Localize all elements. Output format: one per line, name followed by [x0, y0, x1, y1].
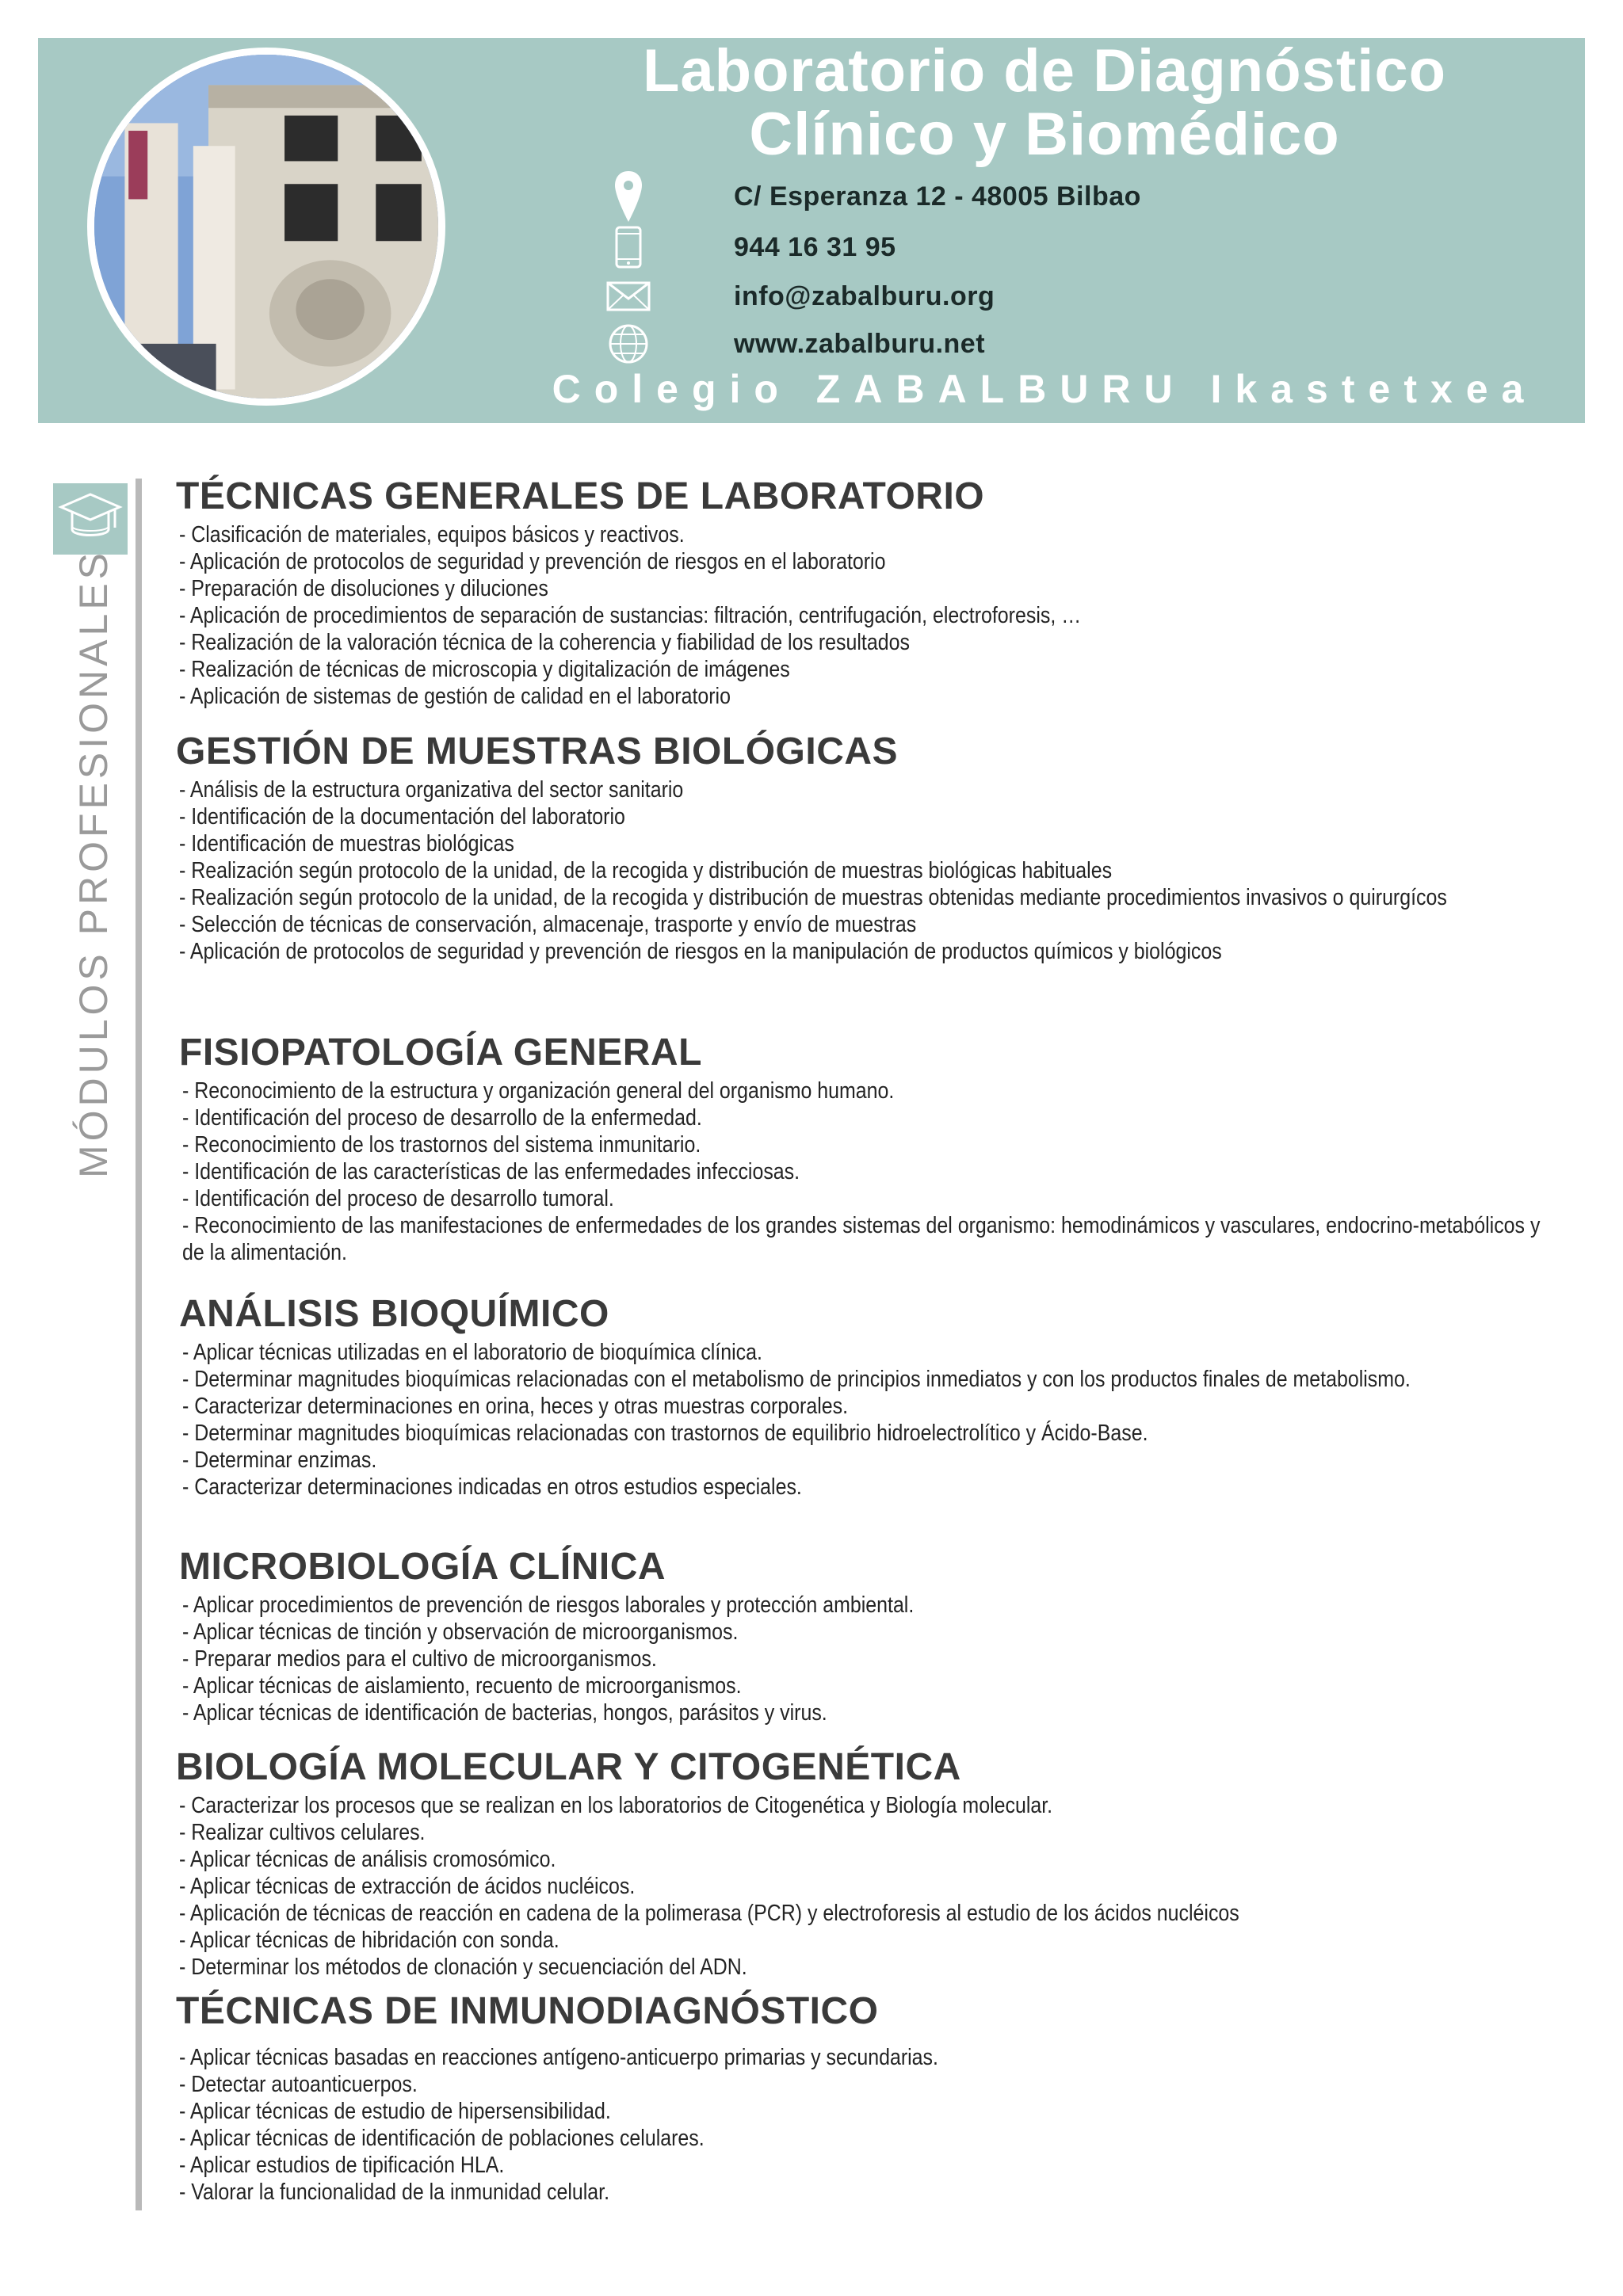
list-item: - Preparación de disoluciones y diluciones — [179, 576, 548, 601]
list-item: - Aplicar técnicas utilizadas en el laboratorio de bioquímica clínica. — [182, 1340, 762, 1365]
section-list — [182, 1592, 1558, 1726]
section-list — [179, 2044, 1555, 2206]
section-title: MICROBIOLOGÍA CLÍNICA — [179, 1546, 666, 1588]
list-item: - Identificación del proceso de desarrollo de la enfermedad. — [182, 1105, 702, 1131]
section-title: TÉCNICAS GENERALES DE LABORATORIO — [176, 475, 985, 517]
section-list — [179, 1792, 1555, 1981]
section-title: TÉCNICAS DE INMUNODIAGNÓSTICO — [176, 1990, 879, 2032]
section-title: GESTIÓN DE MUESTRAS BIOLÓGICAS — [176, 730, 899, 772]
section-list — [179, 776, 1555, 965]
list-item: - Caracterizar determinaciones en orina, heces y otras muestras corporales. — [182, 1394, 849, 1419]
list-item: - Aplicar técnicas de hibridación con sonda. — [179, 1928, 559, 1953]
list-item: - Caracterizar los procesos que se realizan en los laboratorios de Citogenética y Biología molecular. — [179, 1793, 1053, 1818]
section-inmunodiagnostico — [176, 1990, 1555, 2206]
section-microbiologia — [179, 1546, 1558, 1726]
section-list — [182, 1339, 1558, 1501]
sidebar-label: MÓDULOS PROFESIONALES — [71, 548, 116, 1179]
mobile-phone-icon — [601, 226, 656, 269]
list-item: - Aplicar técnicas de análisis cromosómico. — [179, 1847, 556, 1872]
list-item: - Aplicación de procedimientos de separación de sustancias: filtración, centrifugación, electroforesis, … — [179, 603, 1082, 628]
list-item: - Reconocimiento de las manifestaciones de enfermedades de los grandes sistemas del organismo: hemodinámicos y vasculares, endocrino-metabólicos y de la alimentación. — [182, 1213, 1541, 1265]
list-item: - Análisis de la estructura organizativa del sector sanitario — [179, 777, 684, 803]
section-title: BIOLOGÍA MOLECULAR Y CITOGENÉTICA — [176, 1746, 961, 1788]
list-item: - Realización según protocolo de la unidad, de la recogida y distribución de muestras biológicas habituales — [179, 858, 1113, 883]
list-item: - Identificación de la documentación del laboratorio — [179, 804, 625, 830]
list-item: - Aplicar estudios de tipificación HLA. — [179, 2153, 505, 2178]
list-item: - Aplicar técnicas basadas en reacciones antígeno-anticuerpo primarias y secundarias. — [179, 2045, 938, 2070]
list-item: - Detectar autoanticuerpos. — [179, 2072, 418, 2097]
section-fisiopatologia — [179, 1032, 1558, 1266]
list-item: - Realización de técnicas de microscopia y digitalización de imágenes — [179, 657, 790, 682]
section-list — [182, 1077, 1558, 1266]
title-line-2: Clínico y Biomédico — [749, 101, 1340, 168]
list-item: - Determinar magnitudes bioquímicas relacionadas con el metabolismo de principios inmediatos y con los productos finales de metabolismo. — [182, 1367, 1411, 1392]
contact-website — [601, 322, 985, 366]
building-illustration — [94, 55, 438, 399]
address-text: C/ Esperanza 12 - 48005 Bilbao — [734, 181, 1141, 212]
section-title: FISIOPATOLOGÍA GENERAL — [179, 1032, 702, 1074]
graduation-cap-icon — [58, 491, 123, 547]
list-item: - Identificación de las características de las enfermedades infecciosas. — [182, 1159, 800, 1184]
school-name: Colegio ZABALBURU Ikastetxea — [552, 367, 1537, 411]
section-tecnicas-generales — [176, 475, 1555, 710]
website-link[interactable]: www.zabalburu.net — [734, 328, 986, 359]
email-link[interactable]: info@zabalburu.org — [734, 280, 995, 311]
header-banner — [38, 38, 1585, 423]
envelope-icon — [601, 281, 656, 311]
list-item: - Realización según protocolo de la unidad, de la recogida y distribución de muestras obtenidas mediante procedimientos invasivos o quirurgícos — [179, 885, 1447, 910]
list-item: - Aplicar técnicas de tinción y observación de microorganismos. — [182, 1619, 739, 1645]
list-item: - Clasificación de materiales, equipos básicos y reactivos. — [179, 522, 685, 547]
section-analisis-bioquimico — [179, 1293, 1558, 1501]
graduation-cap-badge — [53, 483, 128, 555]
list-item: - Identificación del proceso de desarrollo tumoral. — [182, 1186, 614, 1211]
location-pin-icon — [601, 170, 656, 223]
list-item: - Valorar la funcionalidad de la inmunidad celular. — [179, 2180, 610, 2205]
list-item: - Selección de técnicas de conservación, almacenaje, trasporte y envío de muestras — [179, 912, 917, 937]
list-item: - Aplicación de protocolos de seguridad y prevención de riesgos en el laboratorio — [179, 549, 886, 574]
phone-text: 944 16 31 95 — [734, 231, 896, 262]
list-item: - Reconocimiento de la estructura y organización general del organismo humano. — [182, 1078, 895, 1104]
section-biologia-molecular — [176, 1746, 1555, 1981]
contact-phone — [601, 225, 896, 269]
contact-address — [601, 174, 1141, 219]
list-item: - Aplicar técnicas de aislamiento, recuento de microorganismos. — [182, 1673, 742, 1699]
list-item: - Aplicación de protocolos de seguridad y prevención de riesgos en la manipulación de productos químicos y biológicos — [179, 939, 1222, 964]
list-item: - Determinar enzimas. — [182, 1447, 377, 1473]
list-item: - Aplicar procedimientos de prevención de riesgos laborales y protección ambiental. — [182, 1592, 915, 1618]
title-line-1: Laboratorio de Diagnóstico — [642, 37, 1447, 105]
list-item: - Aplicación de técnicas de reacción en cadena de la polimerasa (PCR) y electroforesis al estudio de los ácidos nucléicos — [179, 1901, 1239, 1926]
list-item: - Determinar magnitudes bioquímicas relacionadas con trastornos de equilibrio hidroelectrolítico y Ácido-Base. — [182, 1421, 1148, 1446]
list-item: - Aplicar técnicas de identificación de poblaciones celulares. — [179, 2126, 705, 2151]
list-item: - Aplicar técnicas de estudio de hipersensibilidad. — [179, 2099, 611, 2124]
section-gestion-muestras — [176, 730, 1555, 965]
list-item: - Determinar los métodos de clonación y secuenciación del ADN. — [179, 1955, 747, 1980]
list-item: - Preparar medios para el cultivo de microorganismos. — [182, 1646, 657, 1672]
page-title — [450, 37, 1623, 168]
list-item: - Caracterizar determinaciones indicadas en otros estudios especiales. — [182, 1474, 802, 1500]
building-photo — [87, 48, 445, 406]
list-item: - Identificación de muestras biológicas — [179, 831, 514, 856]
list-item: - Realización de la valoración técnica de la coherencia y fiabilidad de los resultados — [179, 630, 910, 655]
list-item: - Aplicar técnicas de extracción de ácidos nucléicos. — [179, 1874, 636, 1899]
list-item: - Aplicación de sistemas de gestión de calidad en el laboratorio — [179, 684, 731, 709]
contact-email — [601, 274, 995, 318]
globe-icon — [601, 323, 656, 364]
list-item: - Realizar cultivos celulares. — [179, 1820, 426, 1845]
list-item: - Reconocimiento de los trastornos del sistema inmunitario. — [182, 1132, 701, 1158]
section-list — [179, 521, 1555, 710]
section-title: ANÁLISIS BIOQUÍMICO — [179, 1293, 609, 1335]
list-item: - Aplicar técnicas de identificación de bacterias, hongos, parásitos y virus. — [182, 1700, 827, 1726]
sidebar-divider — [136, 479, 142, 2210]
